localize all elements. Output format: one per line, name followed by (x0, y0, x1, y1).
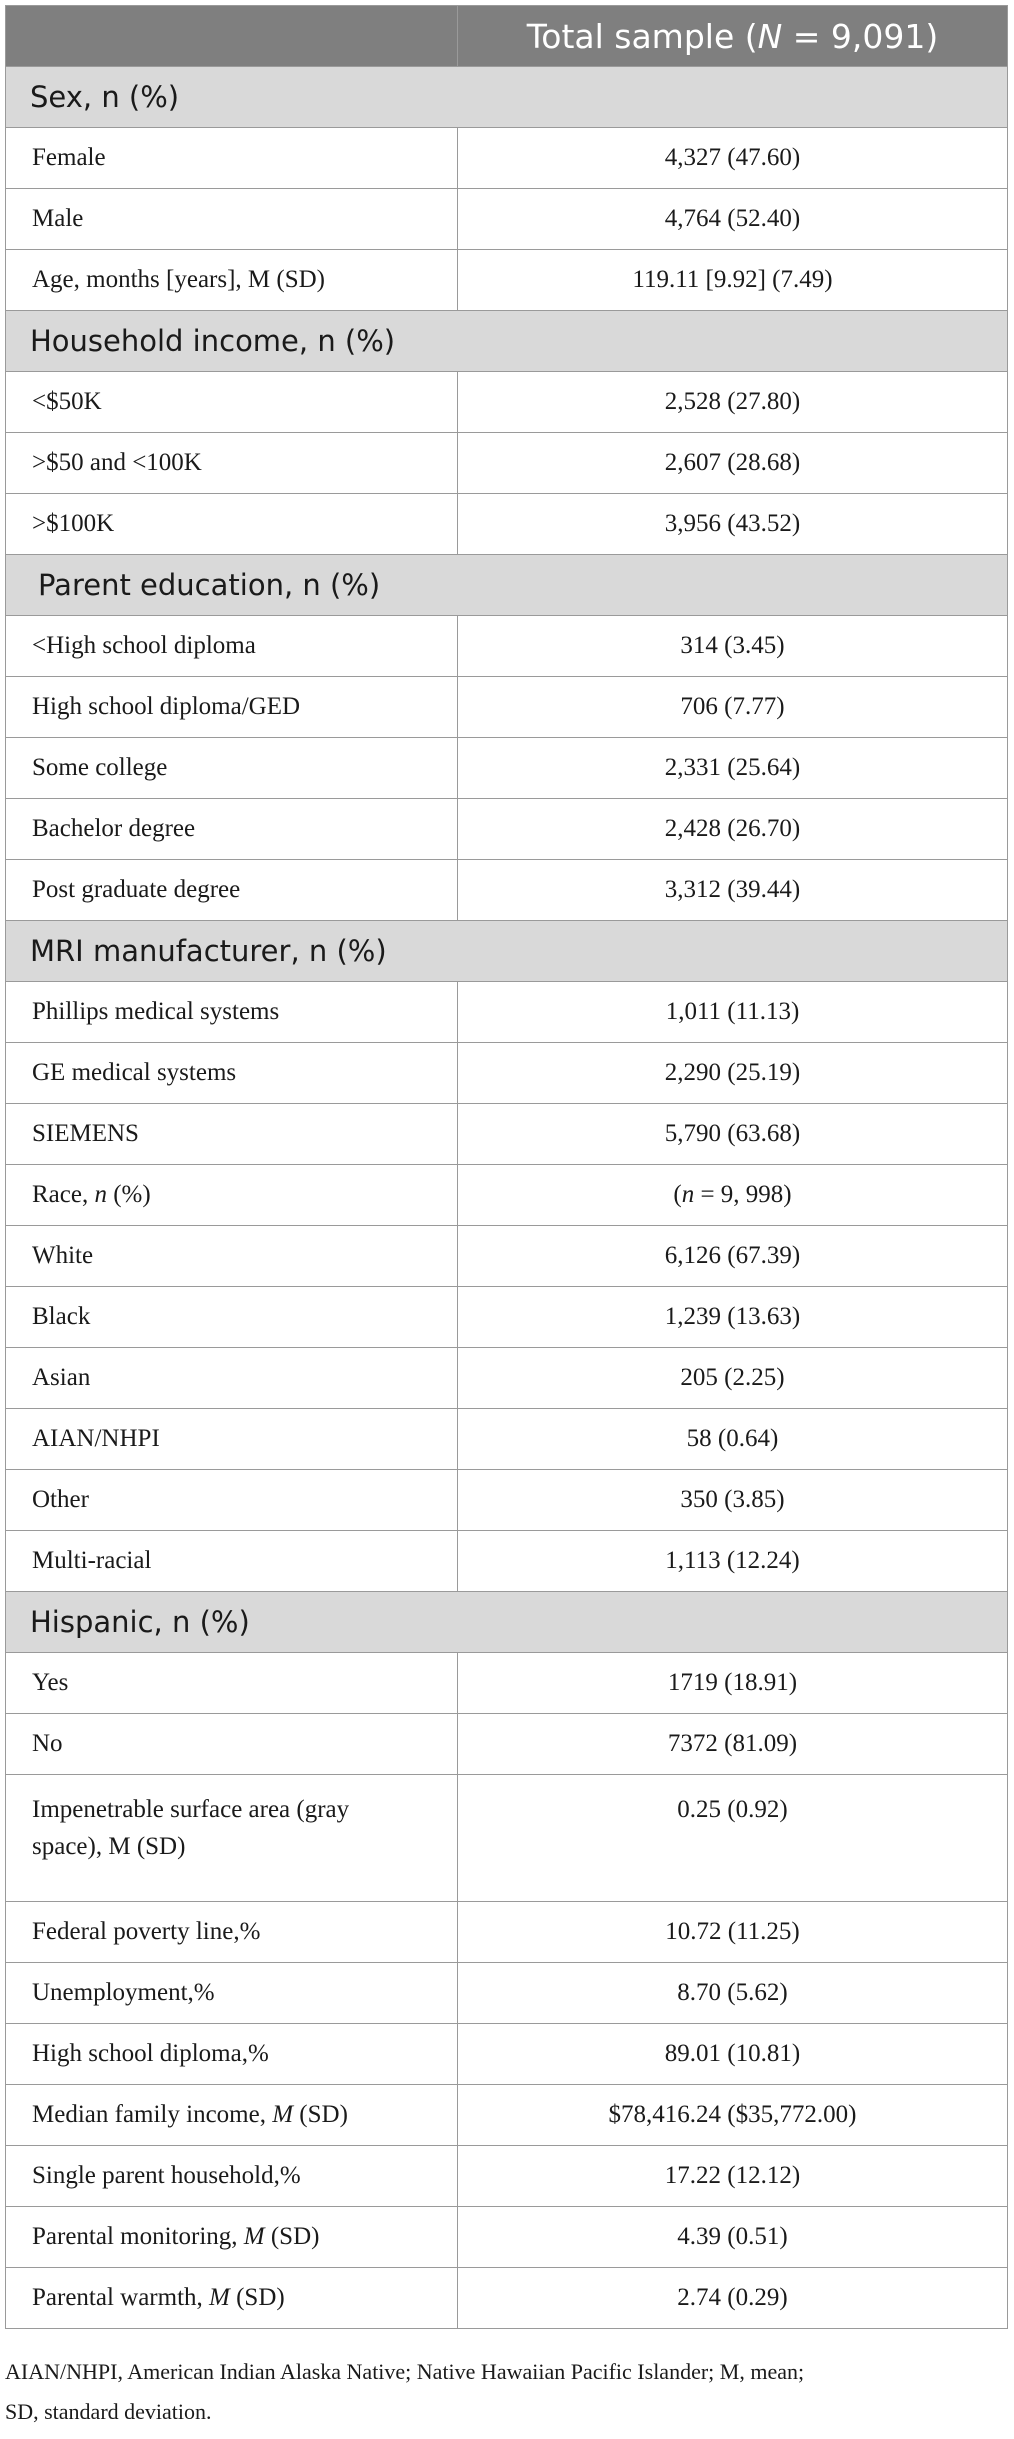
monitoring-label-pre: Parental monitoring, (32, 2223, 244, 2250)
table-row (6, 860, 1008, 921)
table-row (6, 1409, 1008, 1470)
label-line-1: Impenetrable surface area (gray (32, 1796, 350, 1823)
row-label: Age, months [years], M (SD) (6, 250, 458, 311)
table-row (6, 799, 1008, 860)
warmth-label-m: M (209, 2284, 230, 2311)
section-header-parent-education (6, 555, 1008, 616)
table-row (6, 1043, 1008, 1104)
row-value: 58 (0.64) (458, 1409, 1008, 1470)
row-value: 3,956 (43.52) (458, 494, 1008, 555)
table-row (6, 1348, 1008, 1409)
row-label: No (6, 1714, 458, 1775)
row-value: 2,607 (28.68) (458, 433, 1008, 494)
row-value: 350 (3.85) (458, 1470, 1008, 1531)
table-row (6, 1963, 1008, 2024)
row-value: 8.70 (5.62) (458, 1963, 1008, 2024)
race-label-n: n (94, 1181, 107, 1208)
row-value: 1,011 (11.13) (458, 982, 1008, 1043)
table-header-row (6, 6, 1008, 67)
row-label-median-income (6, 2085, 458, 2146)
row-label: Multi-racial (6, 1531, 458, 1592)
section-header-mri-manufacturer (6, 921, 1008, 982)
row-value: 5,790 (63.68) (458, 1104, 1008, 1165)
row-label: Single parent household,% (6, 2146, 458, 2207)
monitoring-label-post: (SD) (264, 2223, 320, 2250)
label-line-2: space), M (SD) (32, 1833, 186, 1860)
row-label: >$50 and <100K (6, 433, 458, 494)
section-header-sex (6, 67, 1008, 128)
row-label: GE medical systems (6, 1043, 458, 1104)
row-label: Post graduate degree (6, 860, 458, 921)
row-value: 0.25 (0.92) (458, 1775, 1008, 1902)
section-title: Household income, n (%) (6, 311, 1008, 372)
table-row (6, 616, 1008, 677)
race-label-pre: Race, (32, 1181, 95, 1208)
race-value-pre: ( (673, 1181, 682, 1208)
table-row (6, 982, 1008, 1043)
table-row (6, 494, 1008, 555)
row-label: Male (6, 189, 458, 250)
table-row (6, 1531, 1008, 1592)
row-label: Black (6, 1287, 458, 1348)
warmth-label-pre: Parental warmth, (32, 2284, 210, 2311)
row-value: 1,239 (13.63) (458, 1287, 1008, 1348)
demographics-table-container (5, 5, 1007, 2329)
table-row (6, 1226, 1008, 1287)
row-value: 7372 (81.09) (458, 1714, 1008, 1775)
row-value: 3,312 (39.44) (458, 860, 1008, 921)
row-label: Bachelor degree (6, 799, 458, 860)
row-label: Phillips medical systems (6, 982, 458, 1043)
table-row (6, 1287, 1008, 1348)
table-row (6, 1653, 1008, 1714)
demographics-table (5, 5, 1008, 2329)
table-row (6, 1104, 1008, 1165)
row-value: 1,113 (12.24) (458, 1531, 1008, 1592)
row-value: 4,327 (47.60) (458, 128, 1008, 189)
header-total-suffix: = 9,091) (782, 16, 939, 56)
row-value: 89.01 (10.81) (458, 2024, 1008, 2085)
section-title: Hispanic, n (%) (6, 1592, 1008, 1653)
table-row (6, 189, 1008, 250)
row-label: Other (6, 1470, 458, 1531)
race-value-n: n (681, 1181, 695, 1208)
table-row-parental-warmth (6, 2268, 1008, 2329)
section-header-hispanic (6, 1592, 1008, 1653)
monitoring-label-m: M (243, 2223, 265, 2250)
row-value: 6,126 (67.39) (458, 1226, 1008, 1287)
row-value-race (458, 1165, 1008, 1226)
table-row (6, 1902, 1008, 1963)
section-title: MRI manufacturer, n (%) (6, 921, 1008, 982)
footnote-line-2: SD, standard deviation. (5, 2399, 212, 2424)
table-row-parental-monitoring (6, 2207, 1008, 2268)
row-value: 2,290 (25.19) (458, 1043, 1008, 1104)
row-value: 4,764 (52.40) (458, 189, 1008, 250)
table-row (6, 372, 1008, 433)
row-label: Yes (6, 1653, 458, 1714)
row-label: >$100K (6, 494, 458, 555)
row-value: 2,428 (26.70) (458, 799, 1008, 860)
row-label: High school diploma/GED (6, 677, 458, 738)
row-label: SIEMENS (6, 1104, 458, 1165)
row-value: 1719 (18.91) (458, 1653, 1008, 1714)
row-label: Asian (6, 1348, 458, 1409)
median-label-post: (SD) (293, 2101, 348, 2128)
section-header-household-income (6, 311, 1008, 372)
row-value: 205 (2.25) (458, 1348, 1008, 1409)
row-label: Female (6, 128, 458, 189)
table-footnote (5, 2352, 1007, 2432)
header-total-sample (458, 6, 1008, 67)
row-label: White (6, 1226, 458, 1287)
row-label-race (6, 1165, 458, 1226)
race-label-post: (%) (106, 1181, 151, 1208)
table-row (6, 128, 1008, 189)
table-row (6, 2024, 1008, 2085)
table-row (6, 1470, 1008, 1531)
median-label-m: M (272, 2101, 294, 2128)
row-label: AIAN/NHPI (6, 1409, 458, 1470)
row-label-parental-monitoring (6, 2207, 458, 2268)
footnote-line-1: AIAN/NHPI, American Indian Alaska Native; Native Hawaiian Pacific Islander; M, mean; (5, 2359, 805, 2384)
table-row (6, 1714, 1008, 1775)
row-value: 17.22 (12.12) (458, 2146, 1008, 2207)
row-label: Federal poverty line,% (6, 1902, 458, 1963)
table-row (6, 250, 1008, 311)
row-value: 10.72 (11.25) (458, 1902, 1008, 1963)
warmth-label-post: (SD) (229, 2284, 285, 2311)
table-row (6, 738, 1008, 799)
row-value: 314 (3.45) (458, 616, 1008, 677)
row-value: 2.74 (0.29) (458, 2268, 1008, 2329)
row-label: <High school diploma (6, 616, 458, 677)
row-label: Unemployment,% (6, 1963, 458, 2024)
row-value: $78,416.24 ($35,772.00) (458, 2085, 1008, 2146)
row-label: Some college (6, 738, 458, 799)
row-value: 2,331 (25.64) (458, 738, 1008, 799)
row-value: 2,528 (27.80) (458, 372, 1008, 433)
row-label-parental-warmth (6, 2268, 458, 2329)
race-value-post: = 9, 998) (694, 1181, 792, 1208)
row-label: High school diploma,% (6, 2024, 458, 2085)
row-value: 119.11 [9.92] (7.49) (458, 250, 1008, 311)
header-blank-cell (6, 6, 458, 67)
row-label-impenetrable (6, 1775, 458, 1902)
row-label: <$50K (6, 372, 458, 433)
header-total-prefix: Total sample ( (526, 16, 758, 56)
header-n-symbol: N (757, 16, 783, 56)
median-label-pre: Median family income, (32, 2101, 273, 2128)
row-value: 706 (7.77) (458, 677, 1008, 738)
table-row-impenetrable-surface (6, 1775, 1008, 1902)
table-row-median-income (6, 2085, 1008, 2146)
section-title: Sex, n (%) (6, 67, 1008, 128)
section-title: Parent education, n (%) (6, 555, 1008, 616)
row-value: 4.39 (0.51) (458, 2207, 1008, 2268)
table-row (6, 677, 1008, 738)
table-row-race (6, 1165, 1008, 1226)
table-row (6, 433, 1008, 494)
table-row (6, 2146, 1008, 2207)
